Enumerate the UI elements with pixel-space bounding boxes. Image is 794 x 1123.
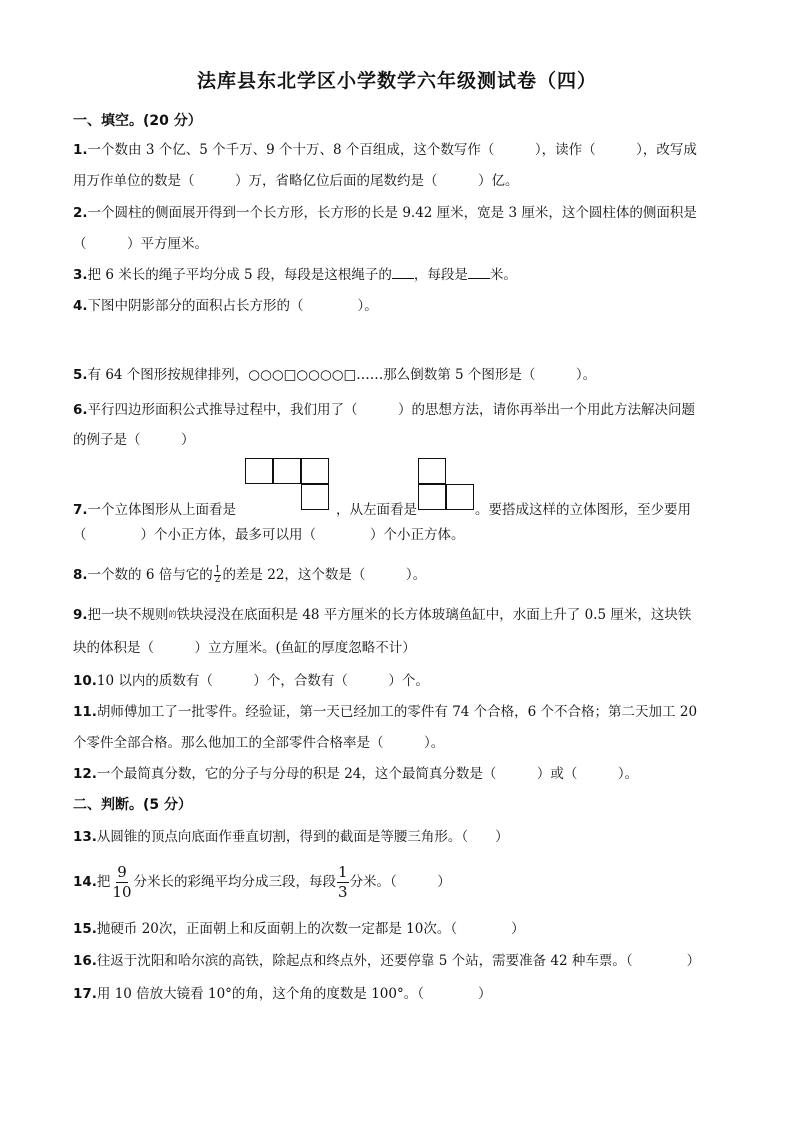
question-number: 10. — [73, 673, 97, 689]
question-number: 1. — [73, 142, 88, 158]
question-10 — [73, 672, 429, 690]
question-text: 把一块不规则 — [87, 607, 169, 623]
question-15 — [73, 920, 525, 938]
question-6-line-2 — [73, 431, 195, 449]
question-14 — [73, 862, 451, 902]
question-number: 11. — [73, 704, 97, 720]
question-text: 一个圆柱的侧面展开得到一个长方形，长方形的长是 9.42 厘米，宽是 3 厘米，这个圆柱体的侧面积是 — [87, 205, 697, 221]
question-text: 往返于沈阳和哈尔滨的高铁，除起点和终点外，还要停靠 5 个站，需要准备 42 种车票。（ ） — [96, 953, 701, 969]
question-text: 10 以内的质数有（ ）个，合数有（ ）个。 — [96, 673, 429, 689]
question-text: 块的体积是（ ）立方厘米。(鱼缸的厚度忽略不计） — [73, 640, 416, 656]
question-number: 7. — [73, 502, 88, 518]
question-text: 胡师傅加工了一批零件。经验证，第一天已经加工的零件有 74 个合格，6 个不合格；第二天加工 20 — [96, 704, 698, 720]
superscript-char: 的 — [168, 610, 177, 619]
question-number: 8. — [73, 567, 88, 583]
question-8 — [73, 566, 426, 585]
question-text: 平行四边形面积公式推导过程中，我们用了（ ）的思想方法，请你再举出一个用此方法解决问题 — [87, 402, 696, 418]
question-text: （ ）平方厘米。 — [73, 236, 208, 252]
question-number: 13. — [73, 829, 97, 845]
question-12 — [73, 765, 638, 783]
question-9-line-1 — [73, 606, 691, 624]
question-number: 15. — [73, 921, 97, 937]
question-13 — [73, 828, 509, 846]
question-2-line-2 — [73, 235, 208, 253]
question-text: 的差是 22，这个数是（ ）。 — [222, 567, 427, 583]
question-11-line-1 — [73, 703, 697, 721]
question-number: 9. — [73, 607, 88, 623]
question-11-line-2 — [73, 734, 444, 752]
page-title: 法库县东北学区小学数学六年级测试卷（四） — [196, 70, 597, 92]
question-number: 5. — [73, 367, 88, 383]
question-text: ，每段是 — [413, 267, 468, 283]
question-text: 把 6 米长的绳子平均分成 5 段，每段是这根绳子的 — [87, 267, 392, 283]
question-17 — [73, 985, 491, 1003]
question-text: 分米。（ ） — [349, 874, 451, 890]
question-text: ，从左面看是 — [336, 502, 418, 518]
question-text: 用万作单位的数是（ ）万，省略亿位后面的尾数约是（ ）亿。 — [73, 173, 519, 189]
question-text: 把 — [96, 874, 111, 890]
question-text: （ ）个小正方体，最多可以用（ ）个小正方体。 — [73, 527, 465, 543]
question-number: 4. — [73, 298, 88, 314]
question-16 — [73, 952, 700, 970]
fraction-nine-tenths: $\frac{9}{10}$ — [112, 863, 132, 901]
question-text: 有 64 个图形按规律排列，○○○□○○○○□……那么倒数第 5 个图形是（ ）。 — [87, 367, 597, 383]
question-2-line-1 — [73, 204, 697, 222]
fraction-one-half: $\frac{1}{2}$ — [214, 565, 221, 585]
question-9-line-2 — [73, 639, 416, 657]
question-number: 16. — [73, 953, 97, 969]
question-5 — [73, 366, 596, 384]
question-6-line-1 — [73, 401, 695, 419]
question-text: 分米长的彩绳平均分成三段，每段 — [133, 874, 337, 890]
question-number: 17. — [73, 986, 97, 1002]
question-number: 14. — [73, 874, 97, 890]
question-text: 下图中阴影部分的面积占长方形的（ ）。 — [87, 298, 378, 314]
question-number: 12. — [73, 766, 97, 782]
question-text: 用 10 倍放大镜看 10°的角，这个角的度数是 100°。（ ） — [96, 986, 492, 1002]
question-text: 的例子是（ ） — [73, 432, 195, 448]
question-text: 一个最简真分数，它的分子与分母的积是 24，这个最简真分数是（ ）或（ ）。 — [96, 766, 639, 782]
fraction-one-third: $\frac{1}{3}$ — [338, 863, 348, 901]
answer-blank[interactable] — [392, 266, 414, 279]
question-text: 。要搭成这样的立体图形，至少要用 — [475, 502, 692, 518]
question-number: 3. — [73, 267, 88, 283]
question-number: 6. — [73, 402, 88, 418]
question-1-line-1 — [73, 141, 697, 159]
question-4 — [73, 297, 378, 315]
question-text: 个零件全部合格。那么他加工的全部零件合格率是（ ）。 — [73, 735, 445, 751]
question-number: 2. — [73, 205, 88, 221]
question-text: 一个立体图形从上面看是 — [87, 502, 237, 518]
question-7-line-2 — [73, 526, 465, 544]
question-text: 一个数的 6 倍与它的 — [87, 567, 213, 583]
question-text: 从圆锥的顶点向底面作垂直切割，得到的截面是等腰三角形。（ ） — [96, 829, 509, 845]
question-text: 一个数由 3 个亿、5 个千万、9 个十万、8 个百组成，这个数写作（ ），读作（ ），改写成 — [87, 142, 697, 158]
question-text: 铁块浸没在底面积是 48 平方厘米的长方体玻璃鱼缸中，水面上升了 0.5 厘米，这块铁 — [176, 607, 692, 623]
question-text: 米。 — [489, 267, 517, 283]
section-heading-fill-blank: 一、填空。(20 分） — [73, 113, 202, 129]
section-heading-true-false: 二、判断。(5 分） — [73, 797, 193, 813]
question-1-line-2 — [73, 172, 519, 190]
question-7-line-1 — [73, 501, 691, 519]
question-text: 抛硬币 20次，正面朝上和反面朝上的次数一定都是 10次。（ ） — [96, 921, 525, 937]
question-3 — [73, 266, 517, 284]
answer-blank[interactable] — [468, 266, 490, 279]
